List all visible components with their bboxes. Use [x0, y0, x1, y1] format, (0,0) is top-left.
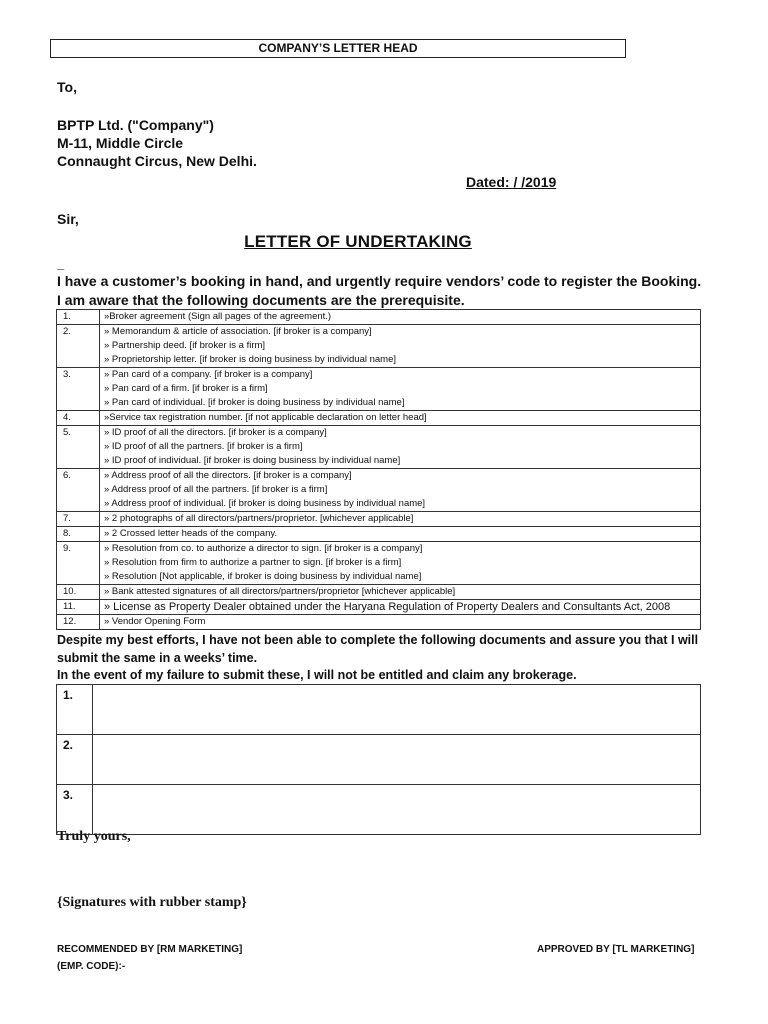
document-requirement: [100, 325, 701, 368]
table-row: [57, 685, 701, 735]
requirement-line: » Pan card of a company. [if broker is a company]: [104, 369, 313, 380]
table-row: [57, 527, 701, 542]
letterhead-box: COMPANY’S LETTER HEAD: [50, 39, 626, 58]
address-line: Connaught Circus, New Delhi.: [57, 153, 257, 169]
document-requirement: [100, 426, 701, 469]
document-title: LETTER OF UNDERTAKING: [244, 232, 472, 251]
row-number: 1.: [57, 685, 93, 735]
pending-line: In the event of my failure to submit these, I will not be entitled and claim any brokerage.: [57, 668, 577, 682]
requirement-line: » Bank attested signatures of all directors/partners/proprietor [whichever applicable]: [104, 586, 456, 597]
pending-paragraph: [57, 632, 698, 685]
table-row: [57, 411, 701, 426]
document-requirement: [100, 542, 701, 585]
row-number: 8.: [57, 527, 100, 542]
intro-line: I have a customer’s booking in hand, and urgently require vendors’ code to register the Booking.: [57, 273, 702, 289]
row-number: 9.: [57, 542, 100, 585]
pending-entry-cell[interactable]: [93, 785, 701, 835]
document-requirement: [100, 585, 701, 600]
emp-code: (EMP. CODE):-: [57, 961, 126, 972]
row-number: 2.: [57, 325, 100, 368]
requirement-line: » 2 photographs of all directors/partners/proprietor. [whichever applicable]: [104, 513, 414, 524]
document-requirement: [100, 310, 701, 325]
row-number: 12.: [57, 615, 100, 630]
underscore-mark: _: [57, 256, 65, 271]
row-number: 3.: [57, 785, 93, 835]
requirement-line: » Memorandum & article of association. [if broker is a company]: [104, 326, 372, 337]
table-row: [57, 585, 701, 600]
document-requirement: [100, 411, 701, 426]
document-requirement: [100, 368, 701, 411]
document-requirement: [100, 600, 701, 615]
pending-documents-table: [56, 684, 701, 835]
intro-paragraph: [57, 272, 701, 310]
salutation-sir: Sir,: [57, 211, 79, 227]
table-row: [57, 785, 701, 835]
requirement-line: » Partnership deed. [if broker is a firm]: [104, 340, 266, 351]
requirement-line: » 2 Crossed letter heads of the company.: [104, 528, 278, 539]
requirement-line: » Resolution [Not applicable, if broker is doing business by individual name]: [104, 571, 422, 582]
requirement-line: » Address proof of all the partners. [if broker is a firm]: [104, 484, 328, 495]
date-field: Dated: / /2019: [466, 174, 557, 190]
table-row: [57, 600, 701, 615]
document-requirement: [100, 469, 701, 512]
requirement-line: » Pan card of a firm. [if broker is a firm]: [104, 383, 268, 394]
table-row: [57, 615, 701, 630]
pending-line: submit the same in a weeks’ time.: [57, 650, 258, 665]
requirement-line: » ID proof of all the partners. [if broker is a firm]: [104, 441, 303, 452]
requirement-line: » ID proof of individual. [if broker is doing business by individual name]: [104, 455, 401, 466]
approved-by: APPROVED BY [TL MARKETING]: [537, 944, 695, 955]
pending-entry-cell[interactable]: [93, 735, 701, 785]
row-number: 10.: [57, 585, 100, 600]
document-requirement: [100, 615, 701, 630]
row-number: 6.: [57, 469, 100, 512]
requirement-line: » Resolution from firm to authorize a partner to sign. [if broker is a firm]: [104, 557, 402, 568]
salutation-to: To,: [57, 79, 77, 95]
row-number: 3.: [57, 368, 100, 411]
intro-line: I am aware that the following documents are the prerequisite.: [57, 292, 465, 308]
requirement-line: »Broker agreement (Sign all pages of the agreement.): [104, 311, 332, 322]
recommended-by: RECOMMENDED BY [RM MARKETING]: [57, 944, 243, 955]
table-row: [57, 426, 701, 469]
document-requirement: [100, 512, 701, 527]
row-number: 11.: [57, 600, 100, 615]
table-row: [57, 735, 701, 785]
closing: Truly yours,: [57, 829, 131, 844]
pending-entry-cell[interactable]: [93, 685, 701, 735]
requirement-line: »Service tax registration number. [if not applicable declaration on letter head]: [104, 412, 427, 423]
requirement-line: » Proprietorship letter. [if broker is doing business by individual name]: [104, 354, 397, 365]
document-requirement: [100, 527, 701, 542]
pending-line: Despite my best efforts, I have not been able to complete the following documents and assure you that I will: [57, 633, 699, 647]
requirement-line: » License as Property Dealer obtained under the Haryana Regulation of Property Dealers and Consultants Act, 2008: [104, 601, 671, 613]
table-row: [57, 542, 701, 585]
row-number: 5.: [57, 426, 100, 469]
requirement-line: » Vendor Opening Form: [104, 616, 206, 627]
row-number: 2.: [57, 735, 93, 785]
table-row: [57, 512, 701, 527]
recipient-address: [57, 116, 257, 170]
requirement-line: » Address proof of individual. [if broker is doing business by individual name]: [104, 498, 426, 509]
requirement-line: » ID proof of all the directors. [if broker is a company]: [104, 427, 327, 438]
row-number: 4.: [57, 411, 100, 426]
table-row: [57, 325, 701, 368]
row-number: 1.: [57, 310, 100, 325]
requirement-line: » Resolution from co. to authorize a director to sign. [if broker is a company]: [104, 543, 423, 554]
table-row: [57, 310, 701, 325]
table-row: [57, 368, 701, 411]
requirement-line: » Address proof of all the directors. [if broker is a company]: [104, 470, 352, 481]
address-line: M-11, Middle Circle: [57, 135, 184, 151]
row-number: 7.: [57, 512, 100, 527]
requirement-line: » Pan card of individual. [if broker is doing business by individual name]: [104, 397, 405, 408]
documents-table: [56, 309, 701, 630]
table-row: [57, 469, 701, 512]
signature-line: {Signatures with rubber stamp}: [57, 895, 247, 910]
address-line: BPTP Ltd. ("Company"): [57, 117, 214, 133]
